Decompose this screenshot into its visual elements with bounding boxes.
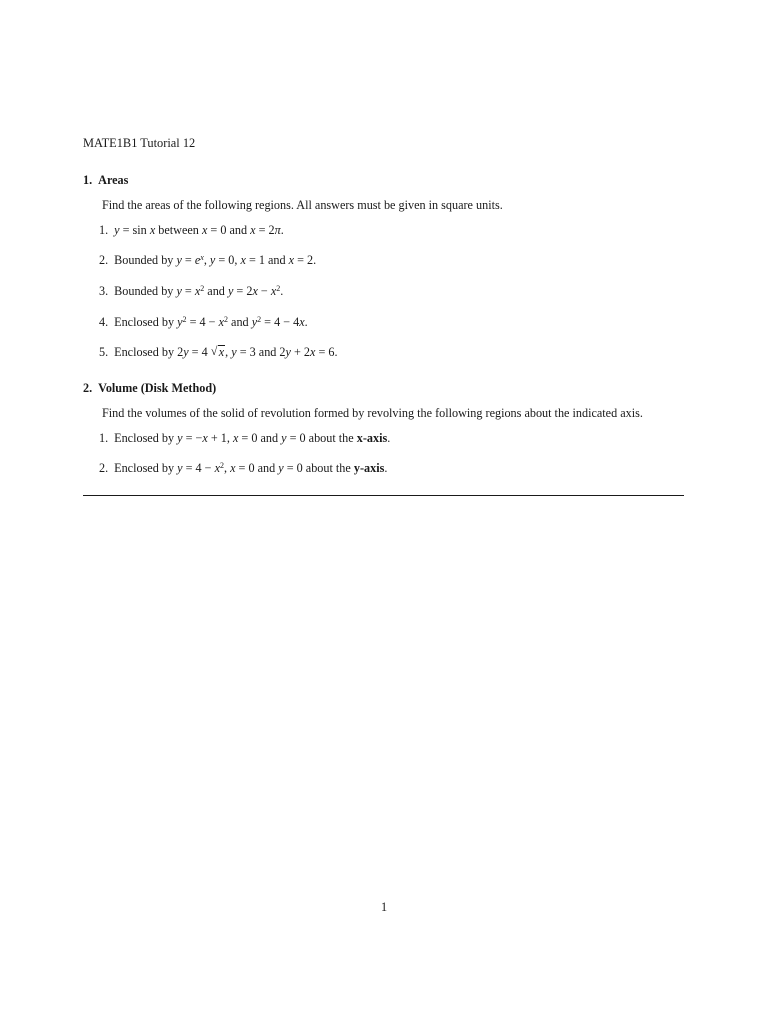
section-heading-areas — [83, 173, 128, 188]
item-number: 2. — [99, 253, 109, 267]
list-item — [99, 284, 283, 299]
section-number: 2. — [83, 381, 93, 395]
section-intro: Find the areas of the following regions. All answers must be given in square units. — [102, 198, 503, 212]
section-number: 1. — [83, 173, 93, 187]
item-formula: Enclosed by $y = 4 - x^2$, x = 0 and y = 0 about the y-axis. — [114, 461, 388, 475]
item-formula: Bounded by $y = x^2$ and $y = 2x - x^2$. — [114, 284, 284, 298]
list-item — [99, 253, 316, 268]
item-number: 4. — [99, 315, 109, 329]
page-number: 1 — [380, 900, 388, 914]
item-number: 3. — [99, 284, 109, 298]
list-item — [99, 431, 390, 446]
section-title: Areas — [98, 173, 129, 187]
item-formula: y = sin x between x = 0 and x = 2π. — [114, 223, 284, 237]
list-item — [99, 223, 284, 238]
list-item — [99, 461, 387, 476]
item-number: 5. — [99, 345, 109, 359]
item-formula: Enclosed by $y^2 = 4 - x^2$ and $y^2 = 4 - 4x$. — [114, 315, 308, 329]
item-number: 1. — [99, 431, 109, 445]
list-item — [99, 345, 338, 360]
item-number: 1. — [99, 223, 109, 237]
item-number: 2. — [99, 461, 109, 475]
section-heading-volume — [83, 381, 216, 396]
horizontal-divider — [83, 495, 684, 496]
section-title: Volume (Disk Method) — [98, 381, 217, 395]
item-formula: Enclosed by 2y = 4 √ x, y = 3 and 2y + 2x = 6. — [114, 344, 338, 359]
list-item — [99, 315, 308, 330]
section-intro: Find the volumes of the solid of revolution formed by revolving the following regions about the indicated axis. — [102, 406, 643, 420]
square-root-symbol: √ x — [210, 344, 225, 359]
item-formula: Enclosed by y = −x + 1, x = 0 and y = 0 about the x-axis. — [114, 431, 391, 445]
item-formula: Bounded by $y = e^x$, y = 0, x = 1 and x = 2. — [114, 253, 317, 267]
document-title: MATE1B1 Tutorial 12 — [83, 136, 196, 150]
